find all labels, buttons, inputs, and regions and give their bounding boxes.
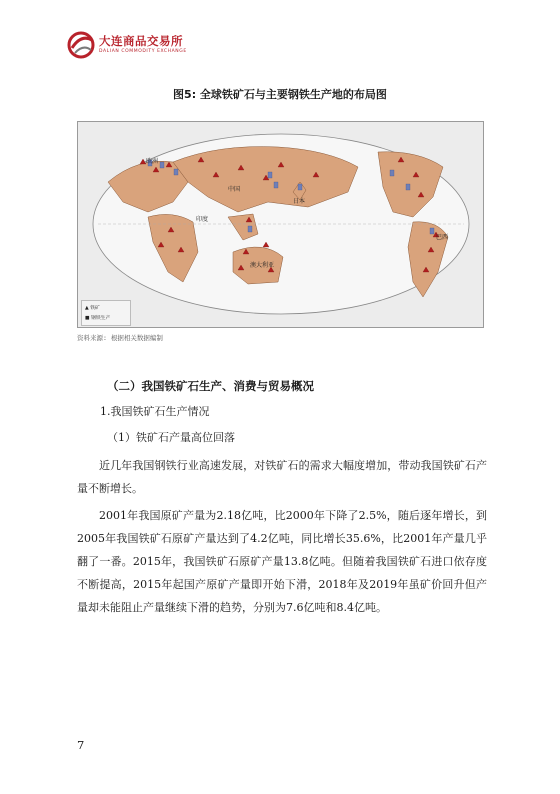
map-label-japan: 日本 bbox=[293, 198, 306, 205]
map-label-china: 中国 bbox=[228, 186, 241, 193]
map-label-brazil: 巴西 bbox=[436, 234, 449, 241]
org-name-en: DALIAN COMMODITY EXCHANGE bbox=[99, 49, 187, 54]
exchange-logo-icon bbox=[66, 30, 96, 60]
map-label-europe: 欧洲 bbox=[146, 158, 159, 165]
section-subsubheading: （1）铁矿石产量高位回落 bbox=[107, 431, 235, 444]
paragraph-1: 近几年我国钢铁行业高速发展，对铁矿石的需求大幅度增加，带动我国铁矿石产量不断增长。 bbox=[77, 459, 487, 495]
figure-source: 资料来源: 根据相关数据编制 bbox=[77, 334, 163, 342]
map-label-india: 印度 bbox=[196, 216, 209, 223]
page-number: 7 bbox=[77, 738, 85, 752]
legend-steel: ■ 钢铁生产 bbox=[85, 316, 111, 321]
paragraph-2: 2001年我国原矿产量为2.18亿吨，比2000年下降了2.5%，随后逐年增长，到2005年我国铁矿石原矿产量达到了4.2亿吨，同比增长35.6%，比2001年产量几乎翻了一番。2015年，我国铁矿石原矿产量13.8亿吨。但随着我国铁矿石进口依存度不断提高，2015年起国产原矿产量即开始下滑，2018年及2019年虽矿价回升但产量却未能阻止产量继续下滑的趋势，分别为7.6亿吨和8.4亿吨。 bbox=[77, 509, 487, 614]
map-legend bbox=[81, 300, 131, 326]
legend-iron-ore: ▲ 铁矿 bbox=[85, 306, 100, 311]
section-subheading: 1.我国铁矿石生产情况 bbox=[100, 405, 210, 418]
header-logo bbox=[66, 30, 266, 60]
org-name-cn: 大连商品交易所 bbox=[99, 34, 183, 48]
world-map-image bbox=[78, 122, 483, 327]
figure-caption: 图5: 全球铁矿石与主要钢铁生产地的布局图 bbox=[173, 88, 387, 101]
world-map-figure bbox=[77, 121, 484, 328]
section-heading: （二）我国铁矿石生产、消费与贸易概况 bbox=[107, 379, 314, 393]
map-label-australia: 澳大利亚 bbox=[250, 262, 275, 269]
